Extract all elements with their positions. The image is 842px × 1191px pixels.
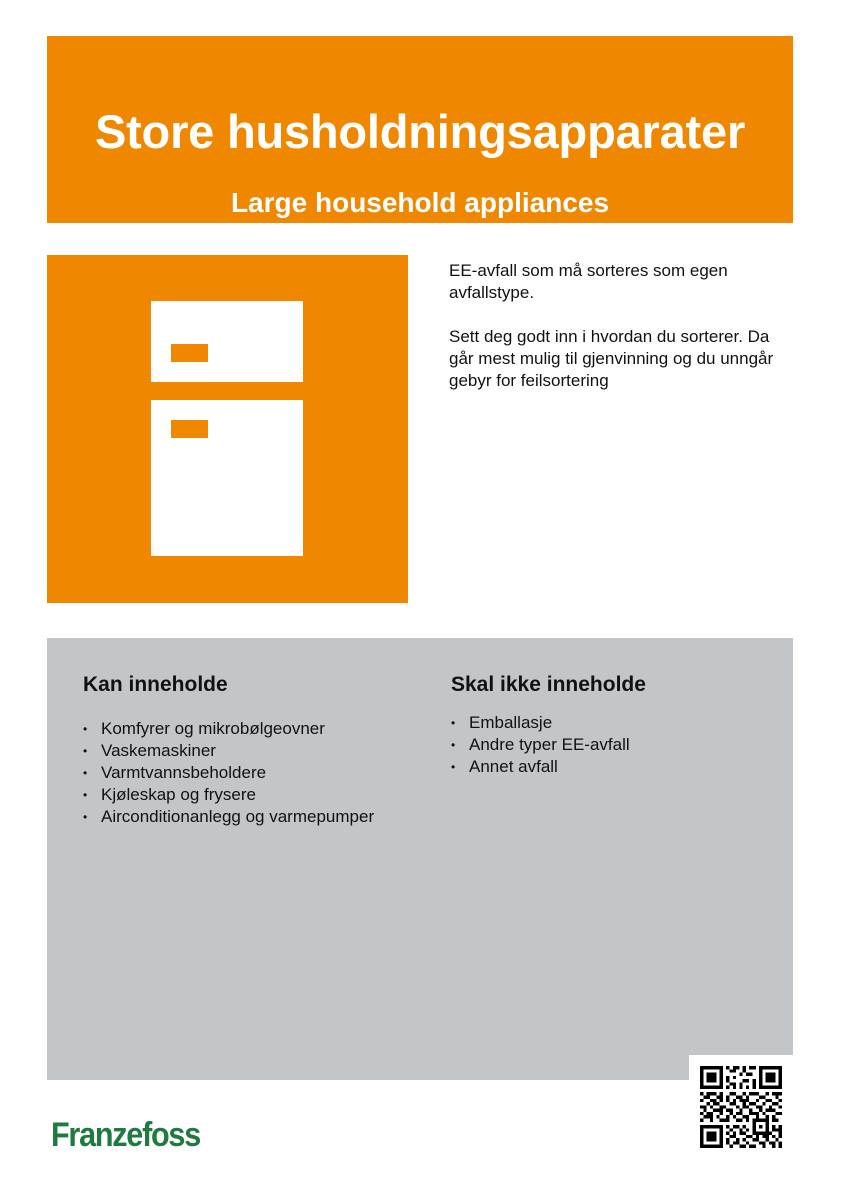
list-item: • Andre typer EE-avfall (451, 734, 630, 756)
freezer-door (151, 301, 303, 382)
freezer-handle (171, 344, 208, 362)
not-allowed-list (451, 712, 630, 778)
list-item: • Vaskemaskiner (83, 740, 374, 762)
qr-code-icon[interactable] (689, 1055, 793, 1159)
page-subtitle: Large household appliances (230, 187, 610, 218)
description (449, 260, 794, 414)
contents-panel (47, 638, 793, 1080)
list-item: • Airconditionanlegg og varmepumper (83, 806, 374, 828)
allowed-list (83, 718, 374, 828)
header-banner (47, 36, 793, 223)
fridge-handle (171, 420, 208, 438)
page-title: Store husholdningsapparater (94, 105, 746, 158)
list-item: • Kjøleskap og frysere (83, 784, 374, 806)
allowed-heading: Kan inneholde (83, 673, 228, 696)
qr-code-graphic (700, 1066, 782, 1148)
description-paragraph-1: EE-avfall som må sorteres som egen avfallstype. (449, 261, 728, 302)
list-item: • Komfyrer og mikrobølgeovner (83, 718, 374, 740)
list-item: • Emballasje (451, 712, 630, 734)
franzefoss-logo: Franzefoss (51, 1116, 200, 1154)
list-item: • Varmtvannsbeholdere (83, 762, 374, 784)
description-paragraph-2: Sett deg godt inn i hvordan du sorterer. Da går mest mulig til gjenvinning og du unngår gebyr for feilsortering (449, 327, 774, 390)
not-allowed-heading: Skal ikke inneholde (451, 673, 646, 696)
list-item: • Annet avfall (451, 756, 630, 778)
